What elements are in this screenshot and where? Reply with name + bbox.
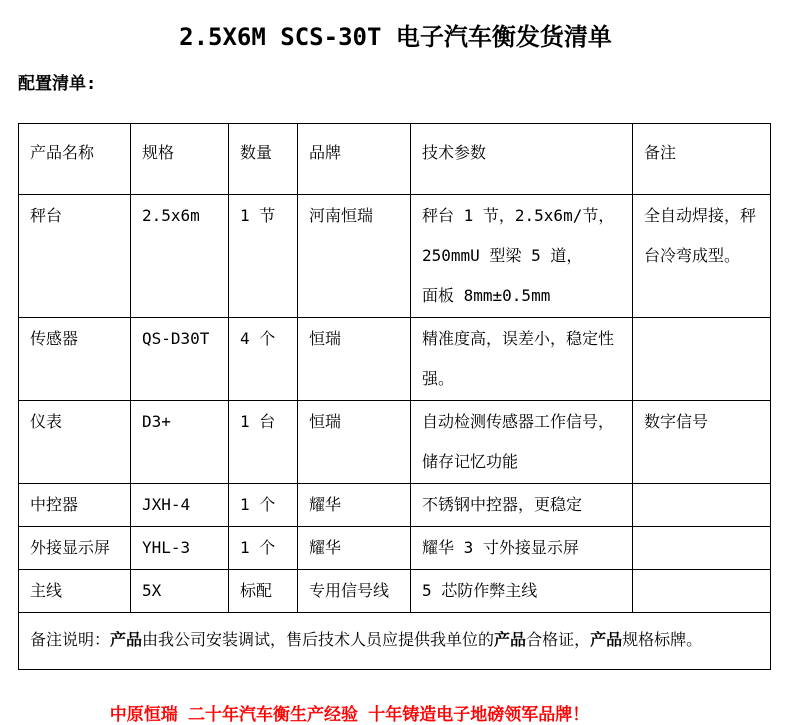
cell-params: 不锈钢中控器，更稳定	[411, 484, 633, 527]
footer-remark	[19, 613, 771, 670]
cell-brand: 耀华	[298, 527, 411, 570]
cell-qty: 1 个	[229, 484, 298, 527]
cell-product: 中控器	[19, 484, 131, 527]
header-brand: 品牌	[298, 124, 411, 195]
cell-spec: YHL-3	[131, 527, 229, 570]
cell-qty: 1 节	[229, 195, 298, 318]
footer-seg-bold: 产品	[494, 630, 527, 649]
table-row	[19, 401, 771, 484]
cell-brand: 恒瑞	[298, 401, 411, 484]
cell-spec: 5X	[131, 570, 229, 613]
cell-params: 自动检测传感器工作信号，储存记忆功能	[411, 401, 633, 484]
footer-seg: 规格标牌。	[622, 630, 703, 649]
cell-params: 5 芯防作弊主线	[411, 570, 633, 613]
table-row	[19, 318, 771, 401]
cell-product: 外接显示屏	[19, 527, 131, 570]
cell-qty: 4 个	[229, 318, 298, 401]
footer-seg-bold: 产品	[110, 630, 143, 649]
cell-note	[633, 570, 771, 613]
footer-seg: 合格证，	[526, 630, 591, 649]
cell-spec: QS-D30T	[131, 318, 229, 401]
cell-note	[633, 527, 771, 570]
param-line: 250mmU 型梁 5 道，	[422, 246, 583, 265]
cell-brand: 恒瑞	[298, 318, 411, 401]
cell-note: 数字信号	[633, 401, 771, 484]
table-row	[19, 484, 771, 527]
config-table	[18, 123, 771, 670]
cell-qty: 标配	[229, 570, 298, 613]
footer-seg-bold: 产品	[590, 630, 623, 649]
table-header-row	[19, 124, 771, 195]
table-row	[19, 527, 771, 570]
cell-qty: 1 个	[229, 527, 298, 570]
cell-product: 主线	[19, 570, 131, 613]
section-label: 配置清单:	[18, 74, 97, 94]
header-qty: 数量	[229, 124, 298, 195]
cell-brand: 专用信号线	[298, 570, 411, 613]
header-note: 备注	[633, 124, 771, 195]
cell-product: 仪表	[19, 401, 131, 484]
cell-params	[411, 195, 633, 318]
cell-brand: 耀华	[298, 484, 411, 527]
table-row	[19, 570, 771, 613]
cell-spec: JXH-4	[131, 484, 229, 527]
footer-seg: 备注说明：	[30, 630, 111, 649]
page-title: 2.5X6M SCS-30T 电子汽车衡发货清单	[179, 23, 612, 51]
cell-params: 精准度高，误差小，稳定性强。	[411, 318, 633, 401]
cell-params: 耀华 3 寸外接显示屏	[411, 527, 633, 570]
cell-note	[633, 484, 771, 527]
param-line: 秤台 1 节，2.5x6m/节，	[422, 206, 615, 225]
footer-seg: 由我公司安装调试，售后技术人员应提供我单位的	[142, 630, 495, 649]
header-params: 技术参数	[411, 124, 633, 195]
cell-note	[633, 318, 771, 401]
param-line: 面板 8mm±0.5mm	[422, 286, 551, 305]
table-row	[19, 195, 771, 318]
table-footer-row	[19, 613, 771, 670]
header-spec: 规格	[131, 124, 229, 195]
header-product: 产品名称	[19, 124, 131, 195]
cell-spec: 2.5x6m	[131, 195, 229, 318]
cell-brand: 河南恒瑞	[298, 195, 411, 318]
brand-slogan: 中原恒瑞 二十年汽车衡生产经验 十年铸造电子地磅领军品牌！	[109, 705, 590, 725]
cell-product: 传感器	[19, 318, 131, 401]
cell-qty: 1 台	[229, 401, 298, 484]
cell-product: 秤台	[19, 195, 131, 318]
cell-note: 全自动焊接，秤台冷弯成型。	[633, 195, 771, 318]
cell-spec: D3+	[131, 401, 229, 484]
